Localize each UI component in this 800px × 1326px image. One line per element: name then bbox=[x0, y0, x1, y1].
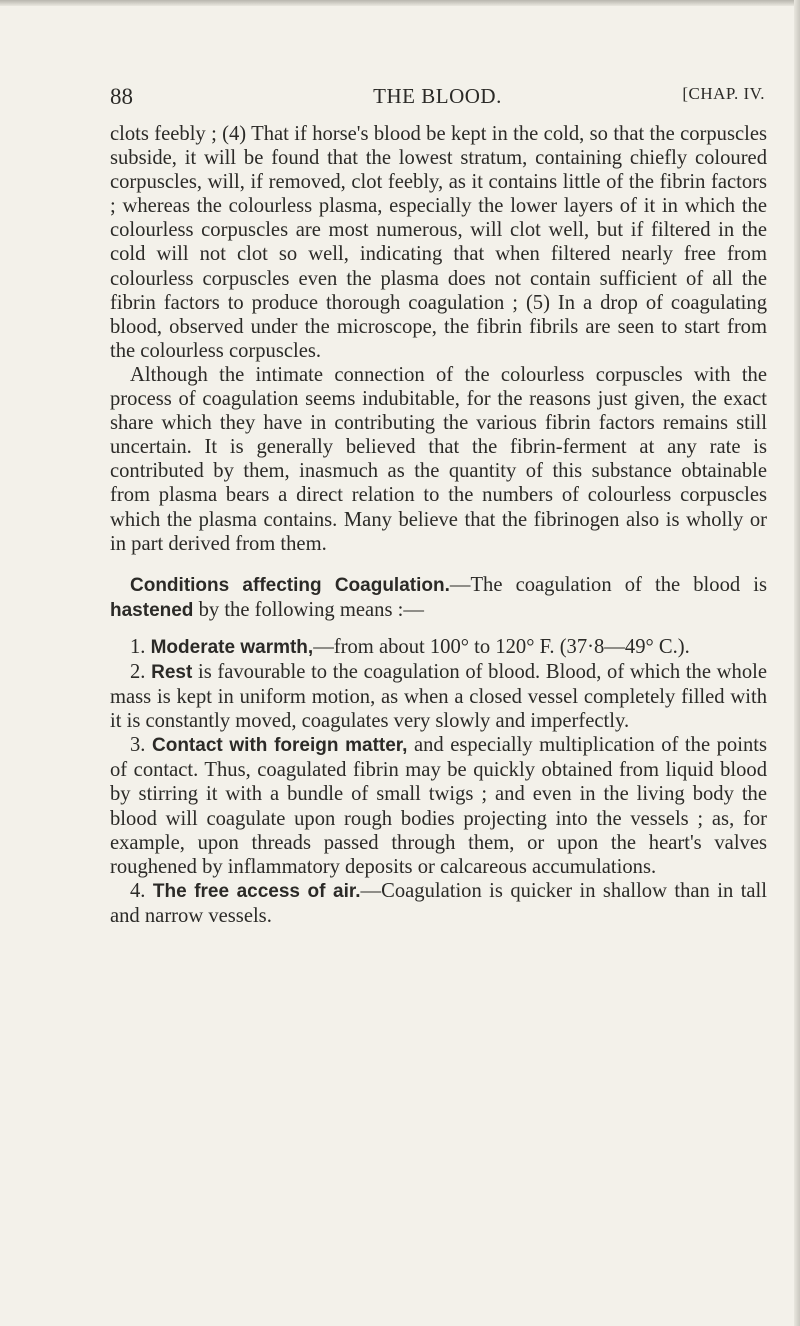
section-intro-text-before: —The coagulation of the blood is bbox=[449, 573, 767, 596]
list-item-text: —Coagulation is quicker in shallow than in tall and narrow vessels. bbox=[110, 879, 767, 927]
list-item-number: 3. bbox=[130, 734, 146, 757]
list-item-term: Moderate warmth, bbox=[150, 636, 314, 658]
list-item-text: is favourable to the coagulation of blood. Blood, of which the whole mass is kept in uniform motion, as when a closed vessel completely filled with it is constantly moved, coagulates very slowly and imperfectly. bbox=[110, 660, 767, 733]
section-intro bbox=[110, 573, 767, 623]
list-item-term: Contact with foreign matter, bbox=[152, 735, 408, 757]
body-text bbox=[110, 122, 767, 928]
list-item bbox=[110, 635, 767, 660]
list-item bbox=[110, 733, 767, 879]
list-item-text: —from about 100° to 120° F. (37·8—49° C.). bbox=[313, 635, 690, 658]
paragraph-colourless-corpuscles: Although the intimate connection of the colourless corpuscles with the process of coagulation seems indubitable, for the reasons just given, the exact share which they have in contributing the various fibrin factors remains still uncertain. It is generally believed that the fibrin-ferment at any rate is contributed by them, inasmuch as the quantity of this substance obtainable from plasma bears a direct relation to the numbers of colourless corpuscles which the plasma contains. Many believe that the fibrinogen also is wholly or in part derived from them. bbox=[110, 363, 767, 555]
paragraph-continued: clots feebly ; (4) That if horse's blood be kept in the cold, so that the corpuscles subside, it will be found that the lowest stratum, containing chiefly coloured corpuscles, will, if removed, clot feebly, as it contains little of the fibrin factors ; whereas the colourless plasma, especially the lower layers of it in which the colourless corpuscles are most numerous, will clot well, but if filtered in the cold will not clot so well, indicating that when filtered nearly free from colourless corpuscles even the plasma does not contain sufficient of all the fibrin factors to produce thorough coagulation ; (5) In a drop of coagulating blood, observed under the microscope, the fibrin fibrils are seen to start from the colourless corpuscles. bbox=[110, 123, 767, 362]
list-item bbox=[110, 879, 767, 928]
list-item bbox=[110, 660, 767, 733]
section-intro-text-after: by the following means :— bbox=[193, 598, 424, 621]
list-item-text: and especially multiplication of the points of contact. Thus, coagulated fibrin may be quickly obtained from liquid blood by stirring it with a bundle of small twigs ; and even in the living body the blood will coagulate upon rough bodies projecting into the vessels ; as, for example, upon threads passed through them, or upon the heart's valves roughened by inflammatory deposits or calcareous accumulations. bbox=[110, 734, 767, 878]
list-item-number: 4. bbox=[130, 879, 146, 902]
chapter-reference: [CHAP. IV. bbox=[682, 84, 765, 103]
section-intro-emphasis: hastened bbox=[110, 599, 194, 621]
list-item-number: 1. bbox=[130, 635, 146, 658]
page-top-edge bbox=[0, 0, 800, 6]
list-item-term: Rest bbox=[151, 661, 193, 683]
section-heading: Conditions affecting Coagulation. bbox=[130, 574, 450, 596]
list-item-number: 2. bbox=[130, 660, 146, 683]
running-header bbox=[110, 84, 765, 110]
page-number: 88 bbox=[110, 84, 133, 109]
page-right-edge bbox=[794, 0, 800, 1326]
running-title: THE BLOOD. bbox=[373, 84, 502, 108]
list-item-term: The free access of air. bbox=[152, 880, 361, 902]
